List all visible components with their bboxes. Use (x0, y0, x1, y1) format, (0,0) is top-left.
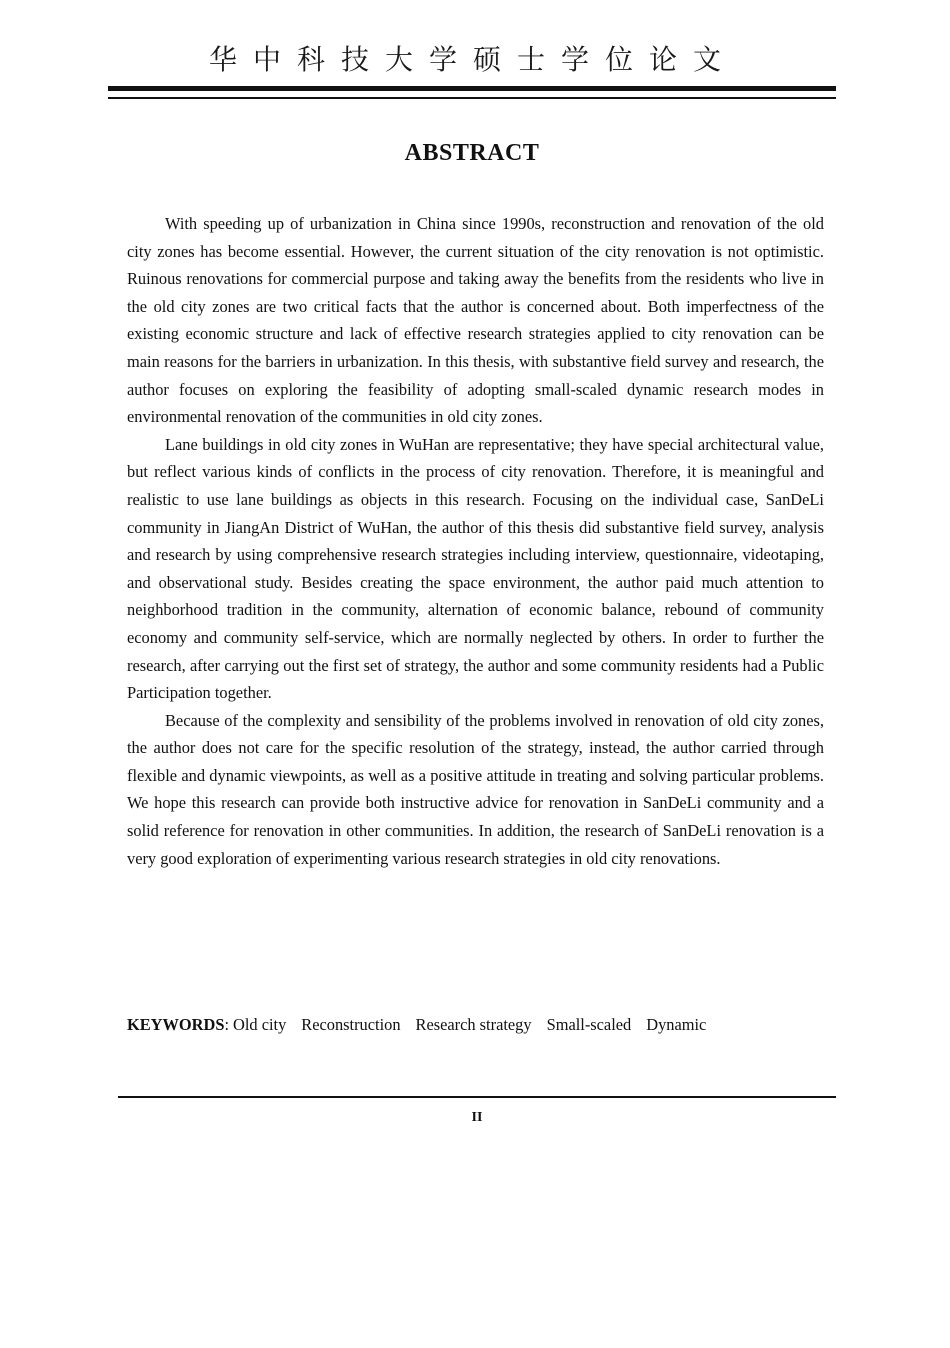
keyword-item: Small-scaled (546, 1015, 632, 1034)
keywords-separator: : (224, 1015, 230, 1034)
keywords-line (127, 1015, 824, 1035)
header-rule-thick (108, 86, 836, 91)
page-number: II (471, 1110, 483, 1125)
keyword-item: Research strategy (415, 1015, 532, 1034)
abstract-paragraph-1: With speeding up of urbanization in China since 1990s, reconstruction and renovation of the old city zones has become essential. However, the current situation of the city renovation is not optimistic. Ruinous renovations for commercial purpose and taking away the benefits from the residents who live in the old city zones are two critical facts that the author is concerned about. Both imperfectness of the existing economic structure and lack of effective research strategies applied to city renovation can be main reasons for the barriers in urbanization. In this thesis, with substantive field survey and research, the author focuses on exploring the feasibility of adopting small-scaled dynamic research modes in environmental renovation of the communities in old city zones. (127, 214, 824, 427)
abstract-paragraph-2: Lane buildings in old city zones in WuHan are representative; they have special architectural value, but reflect various kinds of conflicts in the process of city renovation. Therefore, it is meaningful and realistic to use lane buildings as objects in this research. Focusing on the individual case, SanDeLi community in JiangAn District of WuHan, the author of this thesis did substantive field survey, analysis and research by using comprehensive research strategies including interview, questionnaire, videotaping, and observational study. Besides creating the space environment, the author paid much attention to neighborhood tradition in the community, alternation of economic balance, rebound of community economy and community self-service, which are normally neglected by others. In order to further the research, after carrying out the first set of strategy, the author and some community residents had a Public Participation together. (127, 434, 824, 703)
keywords-label: KEYWORDS (127, 1015, 225, 1034)
keyword-item: Reconstruction (301, 1015, 401, 1034)
footer-rule (118, 1096, 836, 1098)
header-rule-thin (108, 97, 836, 99)
abstract-body (127, 210, 824, 872)
abstract-paragraph-3: Because of the complexity and sensibility of the problems involved in renovation of old city zones, the author does not care for the specific resolution of the strategy, instead, the author carried through flexible and dynamic viewpoints, as well as a positive attitude in treating and solving particular problems. We hope this research can provide both instructive advice for renovation in SanDeLi community and a solid reference for renovation in other communities. In addition, the research of SanDeLi renovation is a very good exploration of experimenting various research strategies in old city renovations. (127, 710, 824, 868)
keyword-item: Old city (233, 1015, 287, 1034)
abstract-heading: ABSTRACT (404, 140, 540, 166)
keyword-item: Dynamic (646, 1015, 707, 1034)
running-header-title: 华中科技大学硕士学位论文 (208, 43, 737, 76)
